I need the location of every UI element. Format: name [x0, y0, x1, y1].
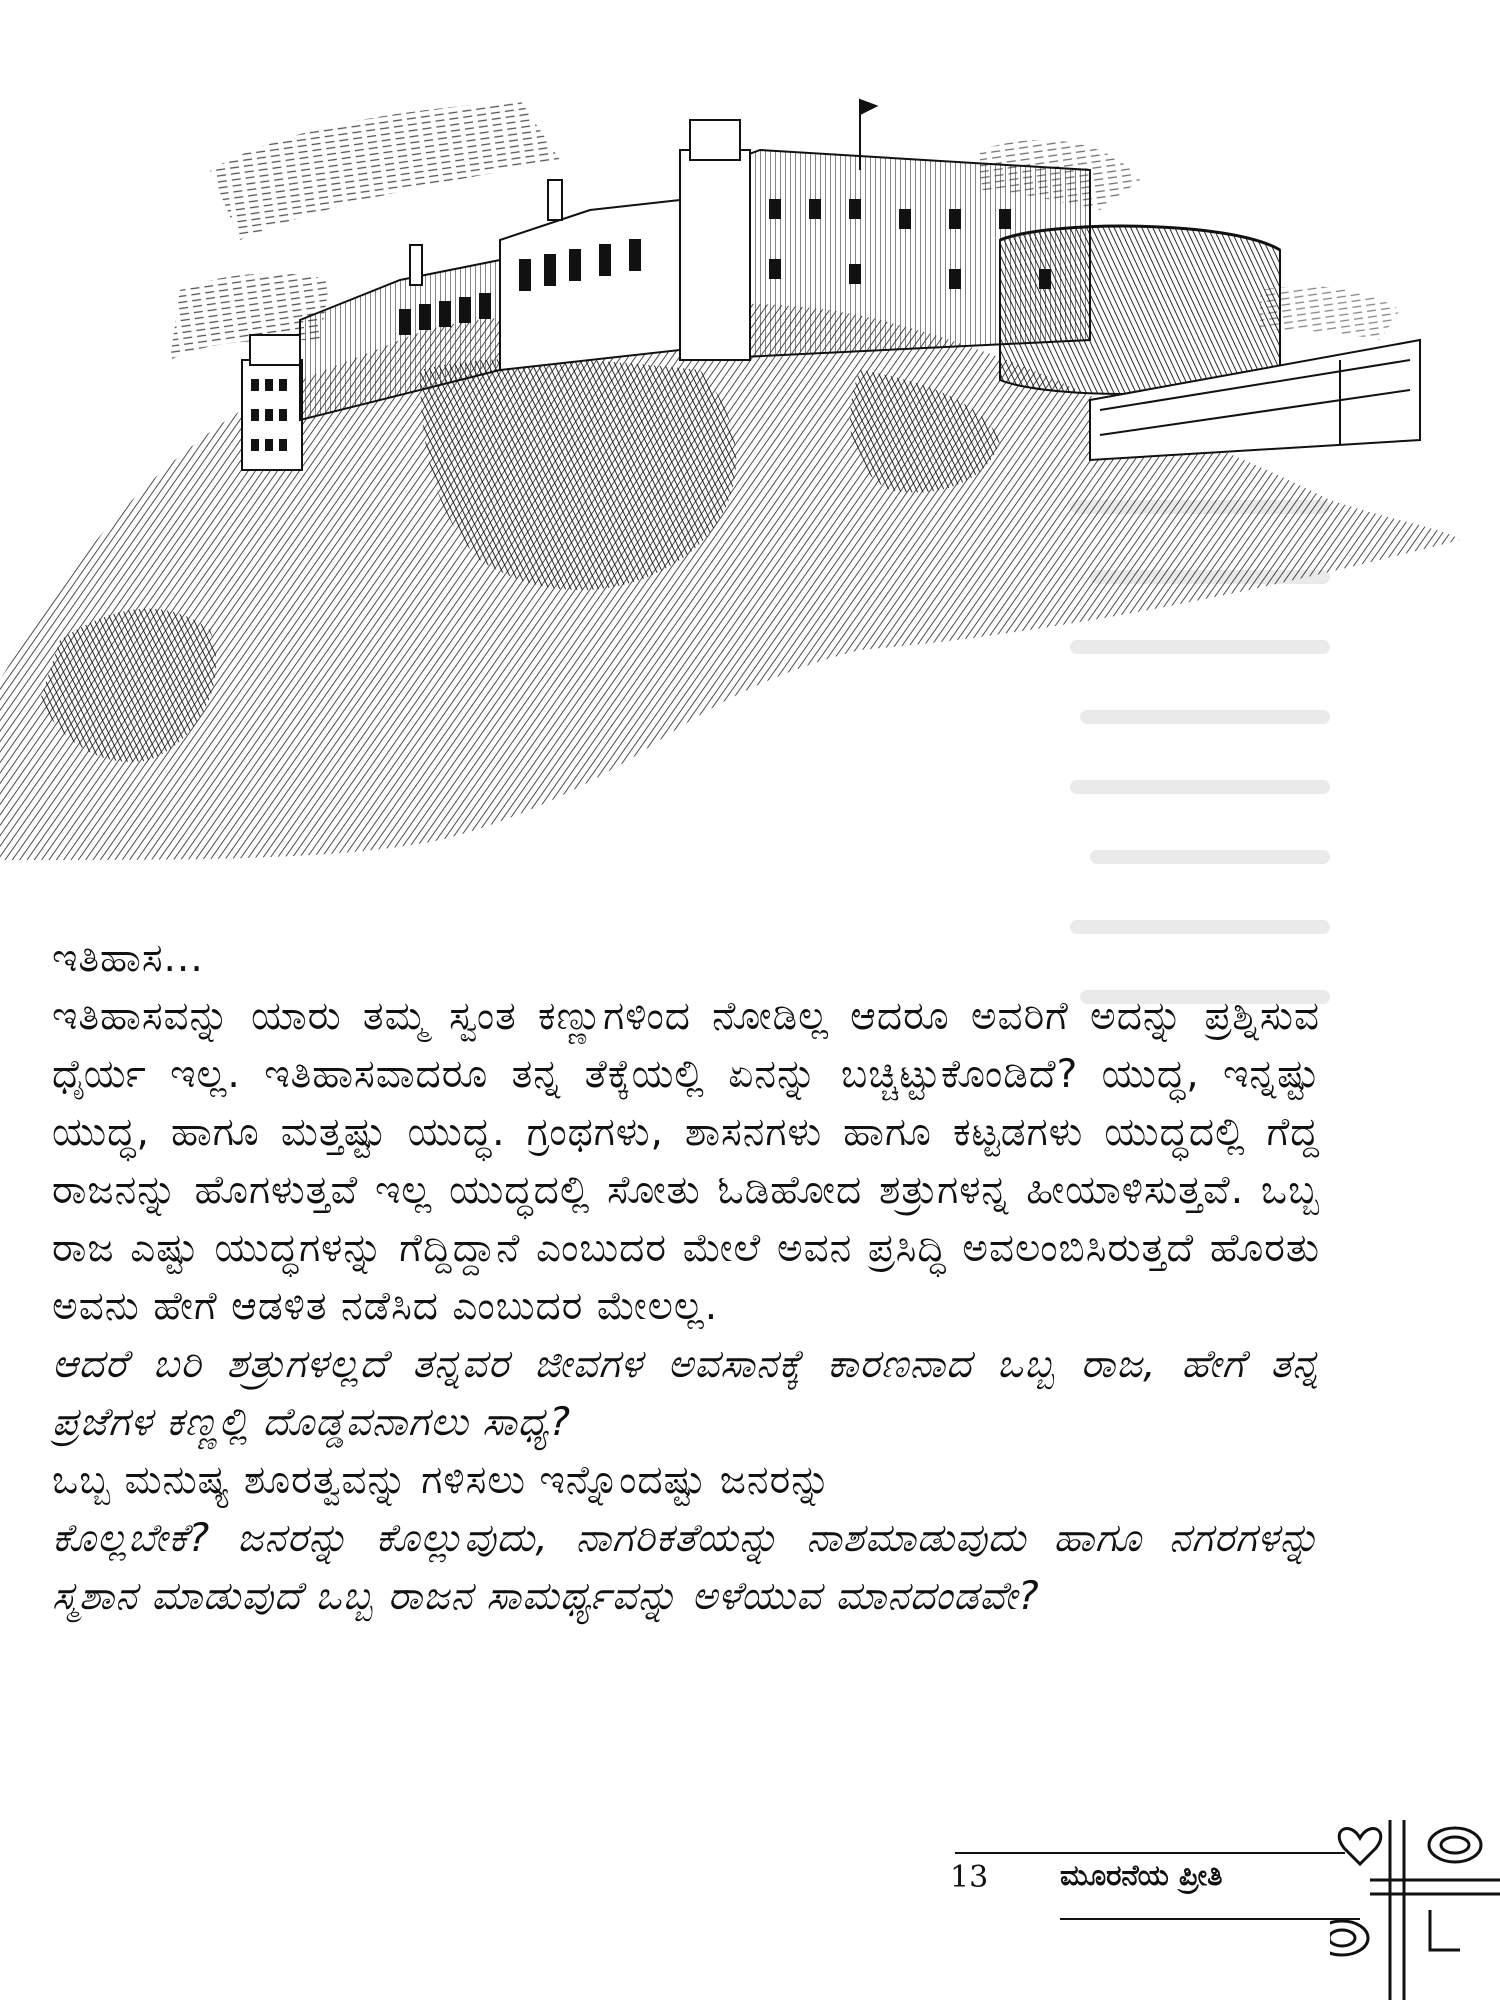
- book-title: ಮೂರನೆಯ ಪ್ರೀತಿ: [1060, 1858, 1223, 1892]
- paragraph-history: ಇತಿಹಾಸವನ್ನು ಯಾರು ತಮ್ಮ ಸ್ವಂತ ಕಣ್ಣುಗಳಿಂದ ನೋಡಿಲ್ಲ ಆದರೂ ಅವರಿಗೆ ಅದನ್ನು ಪ್ರಶ್ನಿಸುವ ಧೈರ್ಯ ಇಲ್ಲ. ಇತಿಹಾಸವಾದರೂ ತನ್ನ ತೆಕ್ಕೆಯಲ್ಲಿ ಏನನ್ನು ಬಚ್ಚಿಟ್ಟುಕೊಂಡಿದೆ? ಯುದ್ಧ, ಇನ್ನಷ್ಟು ಯುದ್ಧ, ಹಾಗೂ ಮತ್ತಷ್ಟು ಯುದ್ಧ. ಗ್ರಂಥಗಳು, ಶಾಸನಗಳು ಹಾಗೂ ಕಟ್ಟಡಗಳು ಯುದ್ಧದಲ್ಲಿ ಗೆದ್ದ ರಾಜನನ್ನು ಹೊಗಳುತ್ತವೆ ಇಲ್ಲ ಯುದ್ಧದಲ್ಲಿ ಸೋತು ಓಡಿಹೋದ ಶತ್ರುಗಳನ್ನ ಹೀಯಾಳಿಸುತ್ತವೆ. ಒಬ್ಬ ರಾಜ ಎಷ್ಟು ಯುದ್ಧಗಳನ್ನು ಗೆದ್ದಿದ್ದಾನೆ ಎಂಬುದರ ಮೇಲೆ ಅವನ ಪ್ರಸಿದ್ಧಿ ಅವಲಂಬಿಸಿರುತ್ತದೆ ಹೊರತು ಅವನು ಹೇಗೆ ಆಡಳಿತ ನಡೆಸಿದ ಎಂಬುದರ ಮೇಲಲ್ಲ.: [52, 994, 1320, 1329]
- heart-and-spiral-ornament-icon: [1330, 1800, 1500, 2000]
- footer-rule-bottom: [1060, 1918, 1360, 1920]
- section-heading: ಇತಿಹಾಸ...: [52, 936, 204, 981]
- paragraph-valor-italic: ಕೊಲ್ಲಬೇಕೆ? ಜನರನ್ನು ಕೊಲ್ಲುವುದು, ನಾಗರಿಕತೆಯನ್ನು ನಾಶಮಾಡುವುದು ಹಾಗೂ ನಗರಗಳನ್ನು ಸ್ಮಶಾನ ಮಾಡುವುದೆ ಒಬ್ಬ ರಾಜನ ಸಾಮರ್ಥ್ಯವನ್ನು ಅಳೆಯುವ ಮಾನದಂಡವೇ?: [52, 1516, 1320, 1619]
- page-footer: [0, 1810, 1500, 2000]
- page-number: 13: [950, 1860, 989, 1895]
- main-text: [52, 930, 1320, 1626]
- paragraph-question-italic: ಆದರೆ ಬರಿ ಶತ್ರುಗಳಲ್ಲದೆ ತನ್ನವರ ಜೀವಗಳ ಅವಸಾನಕ್ಕೆ ಕಾರಣನಾದ ಒಬ್ಬ ರಾಜ, ಹೇಗೆ ತನ್ನ ಪ್ರಜೆಗಳ ಕಣ್ಣಲ್ಲಿ ದೊಡ್ಡವನಾಗಲು ಸಾಧ್ಯ?: [52, 1342, 1320, 1445]
- footer-rule-top: [955, 1852, 1345, 1854]
- paragraph-valor: ಒಬ್ಬ ಮನುಷ್ಯ ಶೂರತ್ವವನ್ನು ಗಳಿಸಲು ಇನ್ನೊಂದಷ್ಟು ಜನರನ್ನು: [52, 1458, 832, 1503]
